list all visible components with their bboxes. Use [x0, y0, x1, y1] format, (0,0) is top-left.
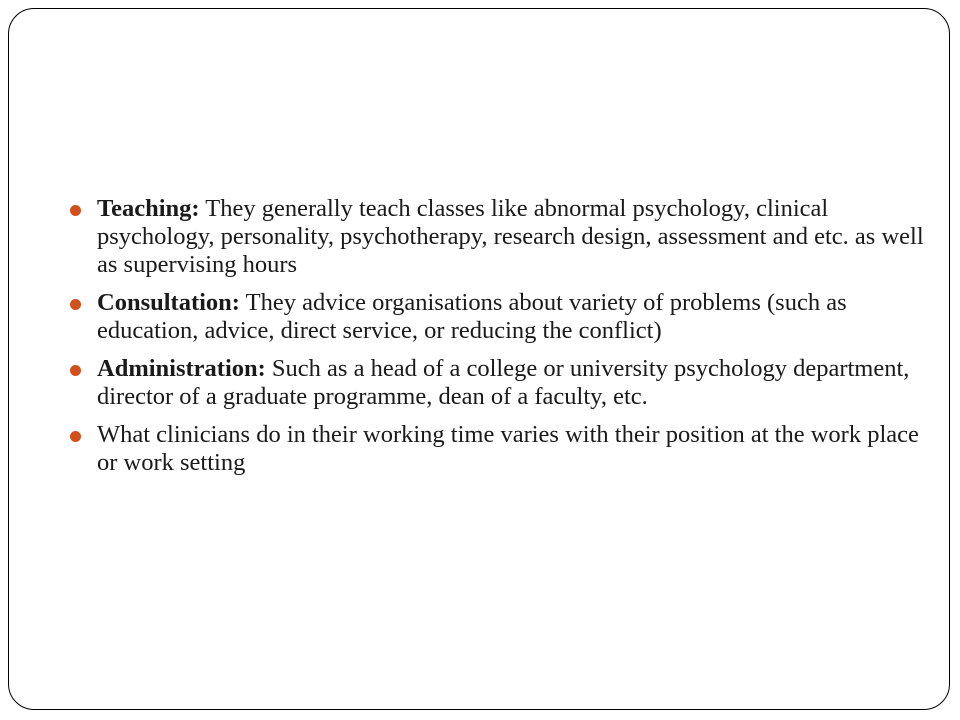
- bullet-item-administration: [97, 355, 927, 411]
- slide-frame: [8, 8, 950, 710]
- bullet-term: Teaching:: [97, 195, 200, 222]
- bullet-item-consultation: [97, 289, 927, 345]
- bullet-item-teaching: [97, 195, 927, 279]
- bullet-text: What clinicians do in their working time varies with their position at the work place or work setting: [97, 421, 919, 476]
- bullet-list: [97, 195, 927, 487]
- bullet-dot-icon: [70, 431, 81, 442]
- bullet-text: They generally teach classes like abnormal psychology, clinical psychology, personality, psychotherapy, research design, assessment and etc. as well as supervising hours: [97, 195, 924, 278]
- bullet-term: Consultation:: [97, 289, 240, 316]
- bullet-dot-icon: [70, 205, 81, 216]
- bullet-dot-icon: [70, 365, 81, 376]
- bullet-term: Administration:: [97, 355, 266, 382]
- bullet-dot-icon: [70, 299, 81, 310]
- bullet-text: Such as a head of a college or university psychology department, director of a graduate programme, dean of a faculty, etc.: [97, 355, 910, 410]
- bullet-item-working-time: [97, 421, 927, 477]
- bullet-text: They advice organisations about variety of problems (such as education, advice, direct service, or reducing the conflict): [97, 289, 847, 344]
